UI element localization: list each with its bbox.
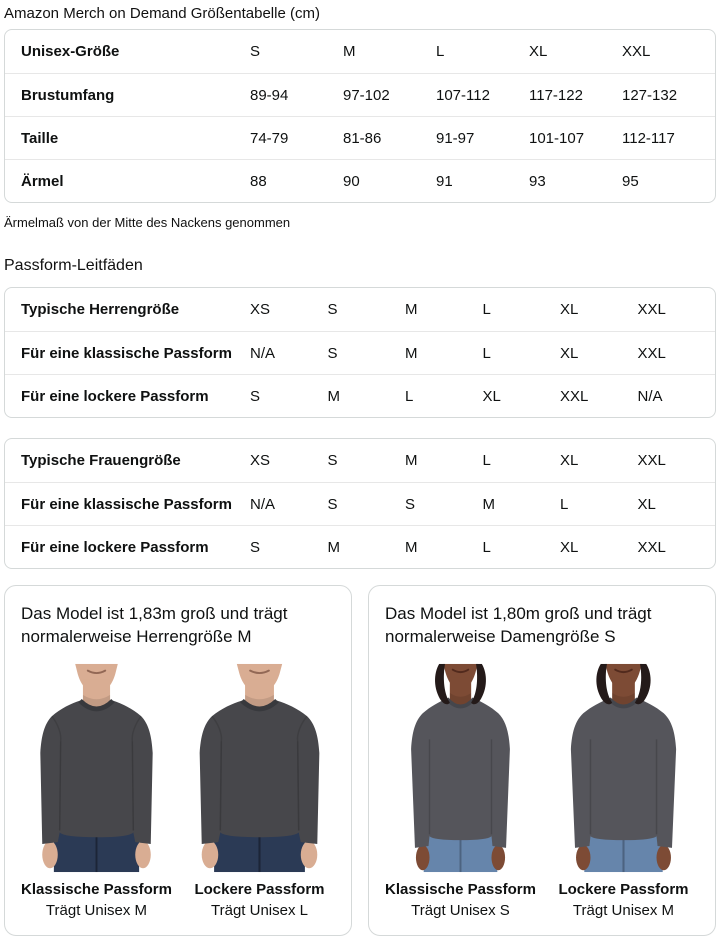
row-label: Brustumfang [21,86,115,104]
table-row [5,439,715,482]
size-cell: XXL [560,387,589,405]
size-cell: M [482,495,495,513]
table-row [5,374,715,417]
caption-size-label: Trägt Unisex M [45,902,148,919]
model-card-men [4,585,352,936]
size-cell: XL [529,43,548,60]
size-cell: M [405,452,418,469]
size-cell: XS [250,452,271,469]
size-cell: 107-112 [436,86,490,104]
model-photo-women-classic [383,662,538,874]
model-figure [19,662,174,921]
table-row [5,116,715,159]
table-row [5,482,715,525]
model-cards [4,585,716,936]
page-title: Amazon Merch on Demand Größentabelle (cm) [4,5,320,22]
size-cell: 112-117 [622,129,675,147]
row-label: Typische Herrengröße [21,301,180,318]
row-label: Für eine lockere Passform [21,387,209,405]
size-cell: XL [560,301,579,318]
size-cell: XL [560,452,579,469]
model-photo-men-loose [182,662,337,874]
table-row [5,331,715,374]
size-cell: 81-86 [343,129,382,147]
size-cell: M [343,43,356,60]
row-label: Unisex-Größe [21,43,120,60]
row-label: Für eine klassische Passform [21,495,232,513]
size-cell: L [482,538,491,556]
size-cell: 93 [529,172,546,190]
model-figures [383,662,701,921]
size-cell: XL [637,495,656,513]
size-cell: S [327,495,338,513]
size-cell: 74-79 [250,129,289,147]
table-row [5,288,715,331]
size-cell: M [327,387,340,405]
size-cell: S [250,538,261,556]
fit-guides-title: Passform-Leitfäden [4,257,143,274]
row-label: Ärmel [21,172,64,190]
size-cell: XXL [637,538,666,556]
size-cell: 95 [622,172,639,190]
size-cell: 97-102 [343,86,390,104]
caption-size-label: Trägt Unisex L [211,902,308,919]
model-figure [546,662,701,921]
size-cell: L [436,43,445,60]
model-figure [383,662,538,921]
size-cell: 91 [436,172,453,190]
caption-size-label: Trägt Unisex S [411,902,510,919]
sleeve-note: Ärmelmaß von der Mitte des Nackens genommen [4,215,291,230]
row-label: Taille [21,129,59,147]
size-cell: L [482,301,491,318]
size-table [4,29,716,203]
model-card-women [368,585,716,936]
caption-fit-label: Klassische Passform [385,881,536,898]
row-label: Für eine klassische Passform [21,344,232,362]
size-cell: M [405,538,418,556]
model-card-heading: Das Model ist 1,80m groß und trägt normalerweise Damengröße S [385,604,652,646]
size-cell: S [327,344,338,362]
size-cell: S [250,387,261,405]
size-cell: 117-122 [529,86,583,104]
size-cell: 127-132 [622,86,678,104]
table-row [5,159,715,202]
model-figures [19,662,337,921]
womens-fit-table [4,438,716,569]
row-label: Für eine lockere Passform [21,538,209,556]
size-cell: 101-107 [529,129,585,147]
table-row [5,525,715,568]
size-cell: N/A [250,495,276,513]
size-cell: S [327,301,338,318]
size-cell: XS [250,301,271,318]
row-label: Typische Frauengröße [21,452,181,469]
model-photo-women-loose [546,662,701,874]
size-cell: L [482,452,491,469]
model-figure [182,662,337,921]
size-cell: M [327,538,340,556]
caption-fit-label: Klassische Passform [21,881,172,898]
size-cell: XL [482,387,501,405]
size-cell: XXL [637,452,666,469]
size-cell: L [405,387,414,405]
size-cell: N/A [637,387,663,405]
size-cell: 88 [250,172,267,190]
size-cell: S [250,43,261,60]
caption-fit-label: Lockere Passform [558,881,689,898]
size-cell: N/A [250,344,276,362]
size-cell: XXL [637,344,666,362]
mens-fit-table [4,287,716,418]
size-cell: XXL [637,301,666,318]
size-cell: 91-97 [436,129,475,147]
table-row [5,30,715,73]
size-cell: M [405,344,418,362]
size-cell: M [405,301,418,318]
size-cell: XXL [622,43,651,60]
model-card-heading: Das Model ist 1,83m groß und trägt normalerweise Herrengröße M [21,604,288,646]
size-cell: S [327,452,338,469]
caption-fit-label: Lockere Passform [194,881,325,898]
size-cell: L [560,495,569,513]
model-photo-men-classic [19,662,174,874]
size-cell: XL [560,538,579,556]
size-cell: L [482,344,491,362]
size-cell: S [405,495,416,513]
size-cell: XL [560,344,579,362]
size-cell: 89-94 [250,86,289,104]
caption-size-label: Trägt Unisex M [572,902,675,919]
size-cell: 90 [343,172,360,190]
table-row [5,73,715,116]
